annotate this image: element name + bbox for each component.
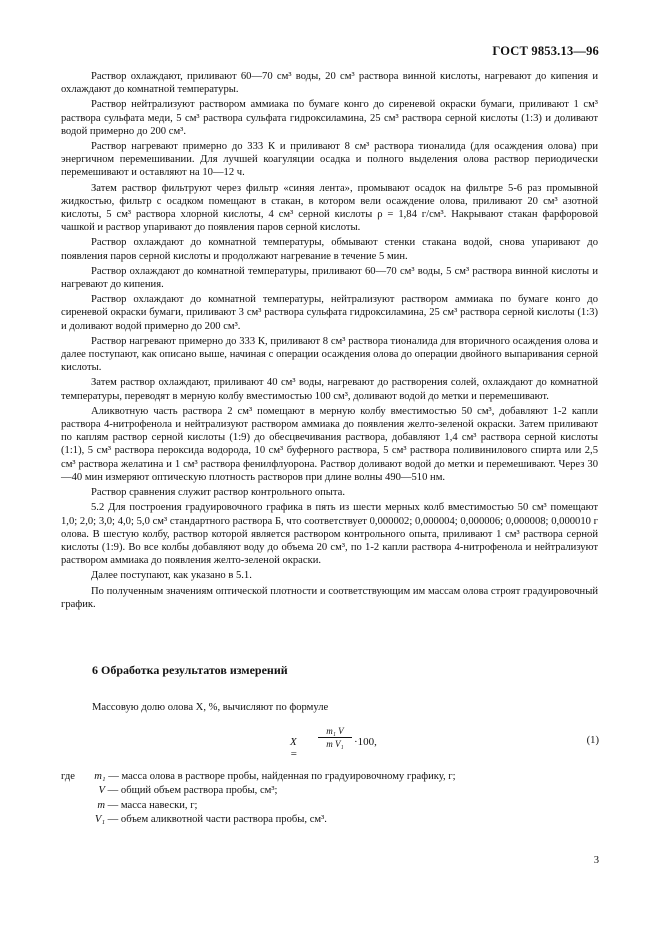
paragraph: Раствор нагревают примерно до 333 К, приливают 8 см³ раствора тионалида для вторичного осаждения олова и далее поступают, как описано выше, начиная с операции осаждения олова до операции двойного выпаривания серной кислоты. <box>61 335 598 374</box>
definition-text: — общий объем раствора пробы, см³; <box>107 785 278 797</box>
paragraph: Раствор нагревают примерно до 333 К и приливают 8 см³ раствора тионалида (для осаждения олова) при энергичном перемешивании. Для лучшей коагуляции осадка и полного выделения олова раствор периодически перемешивают и оставляют на 10—12 ч. <box>61 141 598 179</box>
standard-header: ГОСТ 9853.13—96 <box>492 44 599 58</box>
paragraph: Затем раствор охлаждают, приливают 40 см³ воды, нагревают до растворения солей, охлаждают до комнатной температуры, переводят в мерную колбу вместимостью 100 см³, доливают водой до метки и перемешивают. <box>61 377 598 402</box>
paragraph-clause-5-2: 5.2 Для построения градуировочного графика в пять из шести мерных колб вместимостью 50 см³ помещают 1,0; 2,0; 3,0; 4,0; 5,0 см³ стандартного раствора Б, что соответствует 0,000002; 0,000004; 0,000006; 0,000008; 0,000010 г олова. В шестую колбу, раствор которой является раствором контрольного опыта, приливают 1 см³ раствора серной кислоты (1:9). Во все колбы добавляют воду до объема 20 см³, по 1-2 капли раствора 4-нитрофенола и нейтрализуют раствором аммиака до появления желто-зеленой окраски. <box>61 502 598 567</box>
paragraph: По полученным значениям оптической плотности и соответствующим им массам олова строят градуировочный график. <box>61 585 598 610</box>
paragraph: Далее поступают, как указано в 5.1. <box>91 570 252 582</box>
paragraph: Раствор нейтрализуют раствором аммиака по бумаге конго до сиреневой окраски бумаги, приливают 1 см³ раствора сульфата меди, 5 см³ раствора сульфата гидроксиламина, 25 см³ раствора серной кислоты (1:3) и доливают водой примерно до 200 см³. <box>61 99 598 137</box>
paragraph: Раствор охлаждают до комнатной температуры, приливают 60—70 см³ воды, 5 см³ раствора винной кислоты и нагревают до кипения. <box>61 265 598 291</box>
formula-fraction <box>318 726 352 749</box>
definition-row <box>61 784 601 798</box>
paragraph: Раствор сравнения служит раствор контрольного опыта. <box>91 487 346 499</box>
definition-row <box>61 799 601 813</box>
page-number: 3 <box>593 855 599 866</box>
variable-definitions <box>61 770 601 828</box>
definition-symbol: V₁ <box>94 814 105 826</box>
section-title: 6 Обработка результатов измерений <box>92 663 288 677</box>
equation-number: (1) <box>586 735 599 746</box>
definition-row <box>61 770 601 784</box>
paragraph: Раствор охлаждают до комнатной температуры, нейтрализуют раствором аммиака по бумаге конго до сиреневой окраски бумаги, приливают 3 см³ раствора сульфата гидроксиламина, 25 см³ раствора серной кислоты (1:3) и доливают водой примерно до 200 см³. <box>61 294 598 332</box>
definition-text: — объем аликвотной части раствора пробы, см³. <box>107 814 327 826</box>
document-body <box>61 70 598 613</box>
paragraph: Раствор охлаждают до комнатной температуры, обмывают стенки стакана водой, снова упаривают до появления паров серной кислоты и продолжают нагревание в течение 5 мин. <box>61 237 598 262</box>
definition-lead: где <box>61 771 75 782</box>
paragraph: Раствор охлаждают, приливают 60—70 см³ воды, 20 см³ раствора винной кислоты, нагревают до кипения и охлаждают до комнатной температуры. <box>61 71 598 96</box>
formula-numerator: m₁ V <box>318 726 352 738</box>
formula-denominator: m V₁ <box>326 739 344 749</box>
formula-lhs: X = <box>290 736 298 760</box>
definition-row <box>61 813 601 827</box>
definition-symbol: m₁ <box>94 771 106 782</box>
paragraph: Затем раствор фильтруют через фильтр «синяя лента», промывают осадок на фильтре 5-6 раз промывной жидкостью, фильтр с осадком помещают в стакан, в котором вели осаждение олова, приливают 20 см³ азотной кислоты, 5 см³ раствора хлорной кислоты, 4 см³ серной кислоты ρ = 1,84 г/см³. Накрывают стакан фарфоровой чашкой и раствор упаривают до появления паров серной кислоты. <box>61 182 598 234</box>
definition-text: — масса олова в растворе пробы, найденная по градуировочному графику, г; <box>108 771 456 782</box>
definition-symbol: m <box>97 799 105 811</box>
definition-text: — масса навески, г; <box>107 799 198 811</box>
definition-symbol: V <box>98 785 105 797</box>
formula-intro: Массовую долю олова X, %, вычисляют по формуле <box>92 702 329 713</box>
paragraph: Аликвотную часть раствора 2 см³ помещают в мерную колбу вместимостью 50 см³, добавляют 1-2 капли раствора 4-нитрофенола и нейтрализуют раствором аммиака до появления желто-зеленой окраски. Затем приливают по каплям раствор серной кислоты (1:9) до обесцвечивания раствора, добавляют 1,4 см³ раствора серной кислоты (1:1), 5 см³ раствора пероксида водорода, 10 см³ буферного раствора, 5 см³ раствора поливинилового спирта или 2,5 см³ раствора желатина и 1 см³ раствора фенилфлуорона. Раствор доливают водой до метки и перемешивают. Через 30—40 мин измеряют оптическую плотность растворов при длине волны 490—510 нм. <box>61 405 598 483</box>
formula-rhs: ·100, <box>354 736 377 748</box>
